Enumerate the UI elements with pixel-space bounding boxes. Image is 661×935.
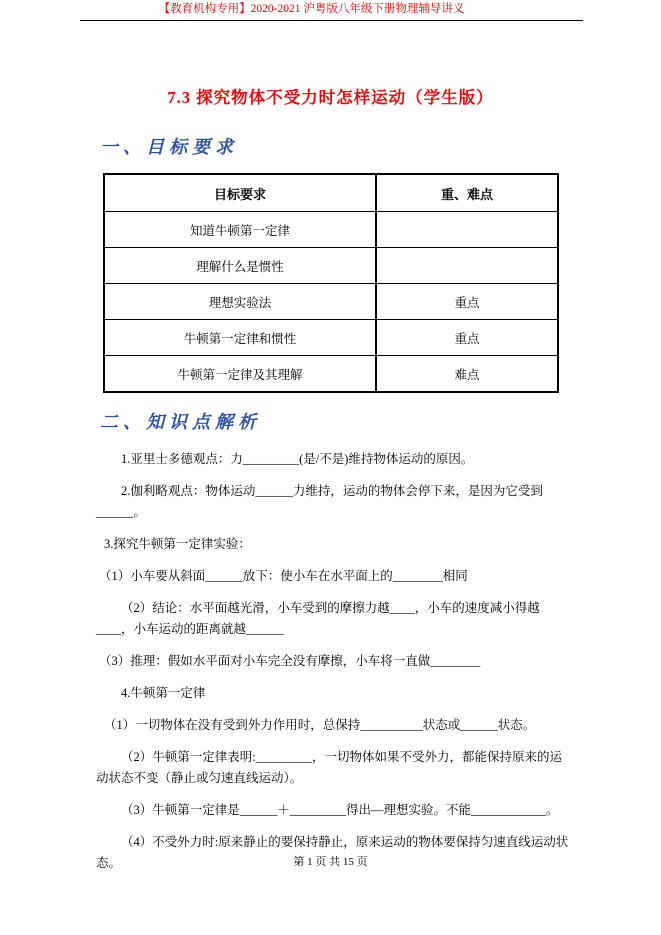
goal-cell: 知道牛顿第一定律 xyxy=(104,212,376,248)
column-header-level: 重、难点 xyxy=(376,174,558,212)
page-title: 7.3 探究物体不受力时怎样运动（学生版） xyxy=(167,88,494,107)
level-cell xyxy=(376,212,558,248)
level-cell xyxy=(376,248,558,284)
level-cell: 难点 xyxy=(376,356,558,393)
goal-cell: 理想实验法 xyxy=(104,284,376,320)
level-cell: 重点 xyxy=(376,320,558,356)
level-cell: 重点 xyxy=(376,284,558,320)
page-number: 第 1 页 共 15 页 xyxy=(293,856,368,868)
knowledge-item-experiment-3: （3）推理：假如水平面对小车完全没有摩擦，小车将一直做________ xyxy=(99,654,481,668)
section2-heading: 二、知识点解析 xyxy=(100,412,261,432)
knowledge-item-aristotle: 1.亚里士多德观点：力_________(是/不是)维持物体运动的原因。 xyxy=(121,452,474,466)
knowledge-item-newton-law-3: （3）牛顿第一定律是______＋_________得出—理想实验。不能____________。 xyxy=(121,803,559,817)
table-row xyxy=(104,284,558,320)
knowledge-item-experiment: 3.探究牛顿第一定律实验： xyxy=(104,537,251,551)
table-header-row xyxy=(104,174,558,212)
table-row xyxy=(104,356,558,393)
objectives-table xyxy=(103,173,559,393)
column-header-goal: 目标要求 xyxy=(104,174,376,212)
section1-heading: 一、目标要求 xyxy=(100,137,238,157)
knowledge-item-newton-law-1: （1）一切物体在没有受到外力作用时，总保持__________状态或______状态。 xyxy=(104,718,536,732)
knowledge-item-newton-law-2: （2）牛顿第一定律表明:_________，一切物体如果不受外力，都能保持原来的运动状态不变（静止或匀速直线运动）。 xyxy=(96,750,562,785)
knowledge-item-newton-law-4: （4）不受外力时:原来静止的要保持静止，原来运动的物体要保持匀速直线运动状态。 xyxy=(96,835,569,870)
goal-cell: 理解什么是惯性 xyxy=(104,248,376,284)
table-row xyxy=(104,212,558,248)
knowledge-item-newton-law: 4.牛顿第一定律 xyxy=(121,686,206,700)
knowledge-item-experiment-1: （1）小车要从斜面______放下：使小车在水平面上的________相同 xyxy=(99,569,468,583)
knowledge-item-experiment-2: （2）结论：水平面越光滑，小车受到的摩擦力越____，小车的速度减小得越____，小车运动的距离就越______ xyxy=(96,601,540,636)
goal-cell: 牛顿第一定律及其理解 xyxy=(104,356,376,393)
header-text: 【教育机构专用】2020-2021 沪粤版八年级下册物理辅导讲义 xyxy=(158,3,465,15)
goal-cell: 牛顿第一定律和惯性 xyxy=(104,320,376,356)
table-row xyxy=(104,248,558,284)
page-header xyxy=(80,0,583,21)
table-row xyxy=(104,320,558,356)
knowledge-item-galileo: 2.伽利略观点：物体运动______力维持，运动的物体会停下来，是因为它受到______。 xyxy=(96,484,543,519)
knowledge-points xyxy=(96,449,571,874)
